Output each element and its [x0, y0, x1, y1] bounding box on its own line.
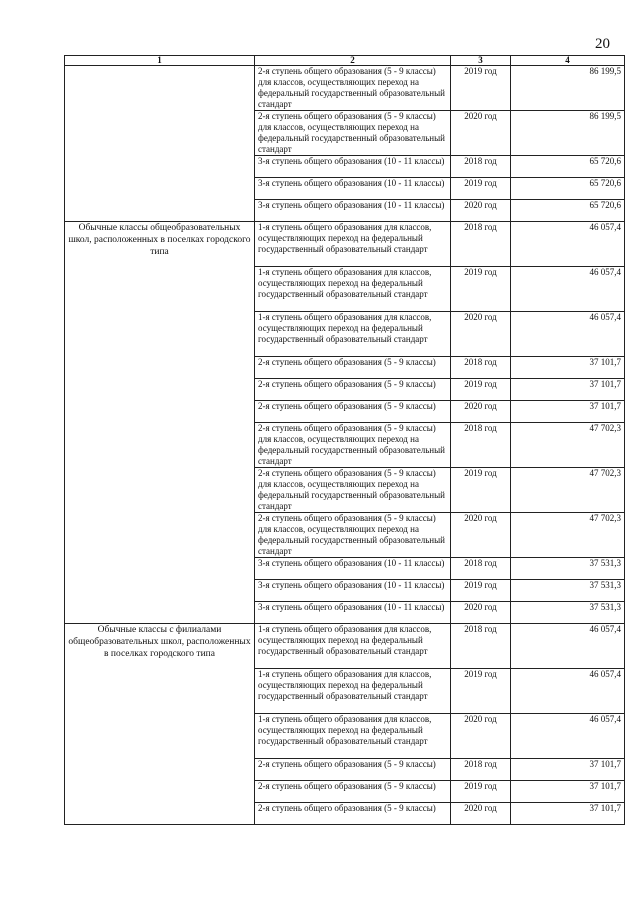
table-body — [65, 66, 625, 825]
year-cell: 2019 год — [451, 669, 511, 714]
year-cell: 2020 год — [451, 602, 511, 624]
education-level-cell: 3-я ступень общего образования (10 - 11 классы) — [255, 178, 451, 200]
year-cell: 2020 год — [451, 714, 511, 759]
year-cell: 2019 год — [451, 781, 511, 803]
value-cell: 37 531,3 — [511, 602, 625, 624]
value-cell: 46 057,4 — [511, 714, 625, 759]
education-level-cell: 2-я ступень общего образования (5 - 9 классы) — [255, 401, 451, 423]
value-cell: 37 101,7 — [511, 803, 625, 825]
tariff-table — [64, 55, 625, 825]
header-col-4: 4 — [511, 56, 625, 66]
header-row — [65, 56, 625, 66]
value-cell: 37 531,3 — [511, 580, 625, 602]
value-cell: 46 057,4 — [511, 222, 625, 267]
value-cell: 46 057,4 — [511, 624, 625, 669]
education-level-cell: 2-я ступень общего образования (5 - 9 классы) для классов, осуществляющих переход на федеральный государственный образовательный стандарт — [255, 66, 451, 111]
year-cell: 2020 год — [451, 803, 511, 825]
education-level-cell: 1-я ступень общего образования для классов, осуществляющих переход на федеральный государственный образовательный стандарт — [255, 714, 451, 759]
header-col-2: 2 — [255, 56, 451, 66]
year-cell: 2019 год — [451, 379, 511, 401]
value-cell: 65 720,6 — [511, 200, 625, 222]
year-cell: 2018 год — [451, 558, 511, 580]
institution-type-cell — [65, 66, 255, 222]
header-col-3: 3 — [451, 56, 511, 66]
year-cell: 2020 год — [451, 513, 511, 558]
year-cell: 2018 год — [451, 624, 511, 669]
year-cell: 2020 год — [451, 200, 511, 222]
education-level-cell: 2-я ступень общего образования (5 - 9 классы) — [255, 803, 451, 825]
education-level-cell: 1-я ступень общего образования для классов, осуществляющих переход на федеральный государственный образовательный стандарт — [255, 312, 451, 357]
education-level-cell: 2-я ступень общего образования (5 - 9 классы) для классов, осуществляющих переход на федеральный государственный образовательный стандарт — [255, 423, 451, 468]
table-row — [65, 624, 625, 669]
table-row — [65, 66, 625, 111]
value-cell: 37 101,7 — [511, 379, 625, 401]
value-cell: 37 101,7 — [511, 759, 625, 781]
value-cell: 47 702,3 — [511, 468, 625, 513]
education-level-cell: 2-я ступень общего образования (5 - 9 классы) для классов, осуществляющих переход на федеральный государственный образовательный стандарт — [255, 513, 451, 558]
education-level-cell: 2-я ступень общего образования (5 - 9 классы) — [255, 759, 451, 781]
year-cell: 2020 год — [451, 401, 511, 423]
value-cell: 47 702,3 — [511, 423, 625, 468]
year-cell: 2020 год — [451, 312, 511, 357]
year-cell: 2019 год — [451, 267, 511, 312]
education-level-cell: 1-я ступень общего образования для классов, осуществляющих переход на федеральный государственный образовательный стандарт — [255, 669, 451, 714]
year-cell: 2019 год — [451, 580, 511, 602]
education-level-cell: 2-я ступень общего образования (5 - 9 классы) — [255, 379, 451, 401]
value-cell: 46 057,4 — [511, 669, 625, 714]
value-cell: 65 720,6 — [511, 156, 625, 178]
education-level-cell: 3-я ступень общего образования (10 - 11 классы) — [255, 558, 451, 580]
page-number: 20 — [595, 36, 610, 52]
year-cell: 2020 год — [451, 111, 511, 156]
education-level-cell: 2-я ступень общего образования (5 - 9 классы) — [255, 781, 451, 803]
year-cell: 2018 год — [451, 222, 511, 267]
value-cell: 37 531,3 — [511, 558, 625, 580]
education-level-cell: 1-я ступень общего образования для классов, осуществляющих переход на федеральный государственный образовательный стандарт — [255, 624, 451, 669]
education-level-cell: 2-я ступень общего образования (5 - 9 классы) — [255, 357, 451, 379]
value-cell: 37 101,7 — [511, 357, 625, 379]
value-cell: 86 199,5 — [511, 66, 625, 111]
institution-type-cell: Обычные классы с филиалами общеобразовательных школ, расположенных в поселках городского типа — [65, 624, 255, 825]
education-level-cell: 2-я ступень общего образования (5 - 9 классы) для классов, осуществляющих переход на федеральный государственный образовательный стандарт — [255, 468, 451, 513]
year-cell: 2019 год — [451, 66, 511, 111]
value-cell: 46 057,4 — [511, 312, 625, 357]
table-row — [65, 222, 625, 267]
year-cell: 2019 год — [451, 468, 511, 513]
education-level-cell: 2-я ступень общего образования (5 - 9 классы) для классов, осуществляющих переход на федеральный государственный образовательный стандарт — [255, 111, 451, 156]
year-cell: 2019 год — [451, 178, 511, 200]
education-level-cell: 3-я ступень общего образования (10 - 11 классы) — [255, 200, 451, 222]
institution-type-cell: Обычные классы общеобразовательных школ, расположенных в поселках городского типа — [65, 222, 255, 624]
year-cell: 2018 год — [451, 423, 511, 468]
value-cell: 47 702,3 — [511, 513, 625, 558]
value-cell: 46 057,4 — [511, 267, 625, 312]
value-cell: 37 101,7 — [511, 401, 625, 423]
education-level-cell: 3-я ступень общего образования (10 - 11 классы) — [255, 156, 451, 178]
header-col-1: 1 — [65, 56, 255, 66]
education-level-cell: 3-я ступень общего образования (10 - 11 классы) — [255, 602, 451, 624]
education-level-cell: 1-я ступень общего образования для классов, осуществляющих переход на федеральный государственный образовательный стандарт — [255, 222, 451, 267]
year-cell: 2018 год — [451, 156, 511, 178]
value-cell: 65 720,6 — [511, 178, 625, 200]
year-cell: 2018 год — [451, 759, 511, 781]
education-level-cell: 3-я ступень общего образования (10 - 11 классы) — [255, 580, 451, 602]
year-cell: 2018 год — [451, 357, 511, 379]
education-level-cell: 1-я ступень общего образования для классов, осуществляющих переход на федеральный государственный образовательный стандарт — [255, 267, 451, 312]
value-cell: 37 101,7 — [511, 781, 625, 803]
value-cell: 86 199,5 — [511, 111, 625, 156]
